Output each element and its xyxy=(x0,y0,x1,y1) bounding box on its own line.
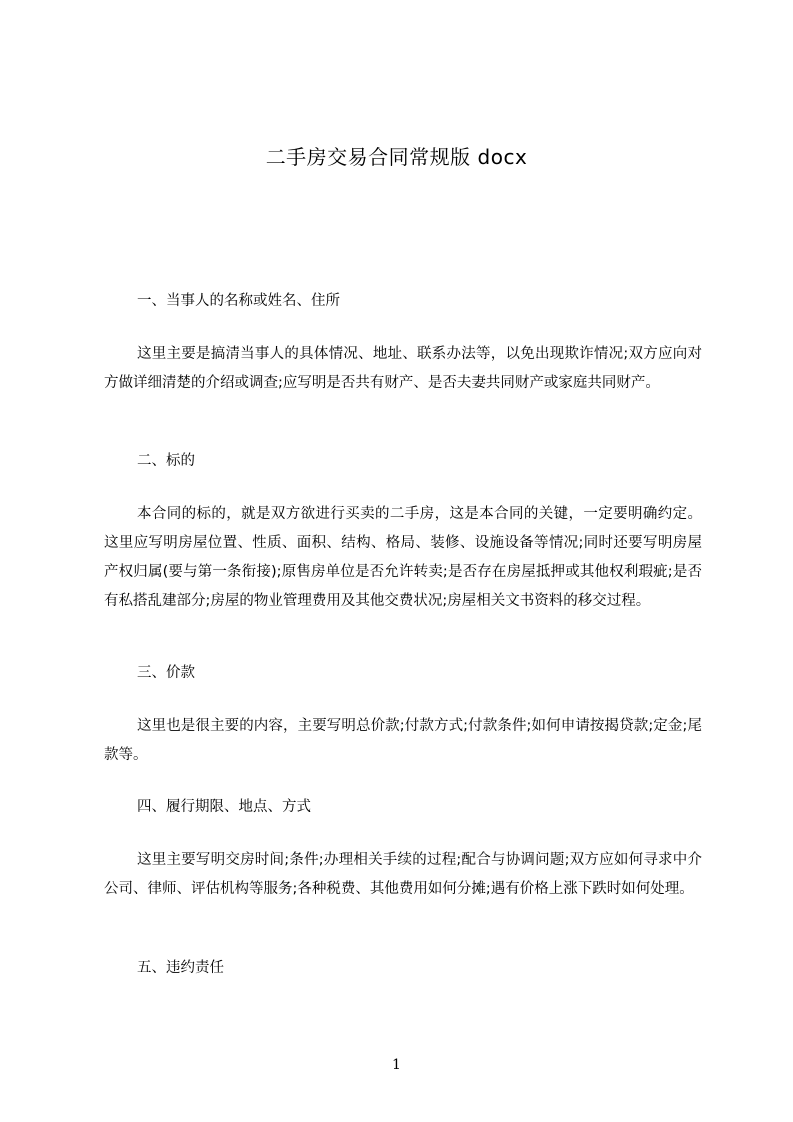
section-body-3: 这里也是很主要的内容，主要写明总价款;付款方式;付款条件;如何申请按揭贷款;定金;尾款等。 xyxy=(104,718,702,763)
section-body-2: 本合同的标的，就是双方欲进行买卖的二手房，这是本合同的关键，一定要明确约定。这里应写明房屋位置、性质、面积、结构、格局、装修、设施设备等情况;同时还要写明房屋产权归属(要与第一条衔接);原售房单位是否允许转卖;是否存在房屋抵押或其他权利瑕疵;是否有私搭乱建部分;房屋的物业管理费用及其他交费状况;房屋相关文书资料的移交过程。 xyxy=(104,506,702,609)
section-body-1: 这里主要是搞清当事人的具体情况、地址、联系办法等，以免出现欺诈情况;双方应向对方做详细清楚的介绍或调查;应写明是否共有财产、是否夫妻共同财产或家庭共同财产。 xyxy=(104,346,702,391)
section-heading-4: 四、履行期限、地点、方式 xyxy=(137,799,311,815)
section-heading-3: 三、价款 xyxy=(137,665,195,681)
section-heading-2: 二、标的 xyxy=(137,453,195,469)
section-heading-5: 五、违约责任 xyxy=(137,960,224,976)
page-number: 1 xyxy=(392,1057,401,1073)
document-title: 二手房交易合同常规版 docx xyxy=(265,145,528,169)
section-heading-1: 一、当事人的名称或姓名、住所 xyxy=(137,293,340,309)
section-body-4: 这里主要写明交房时间;条件;办理相关手续的过程;配合与协调问题;双方应如何寻求中介公司、律师、评估机构等服务;各种税费、其他费用如何分摊;遇有价格上涨下跌时如何处理。 xyxy=(104,852,702,897)
